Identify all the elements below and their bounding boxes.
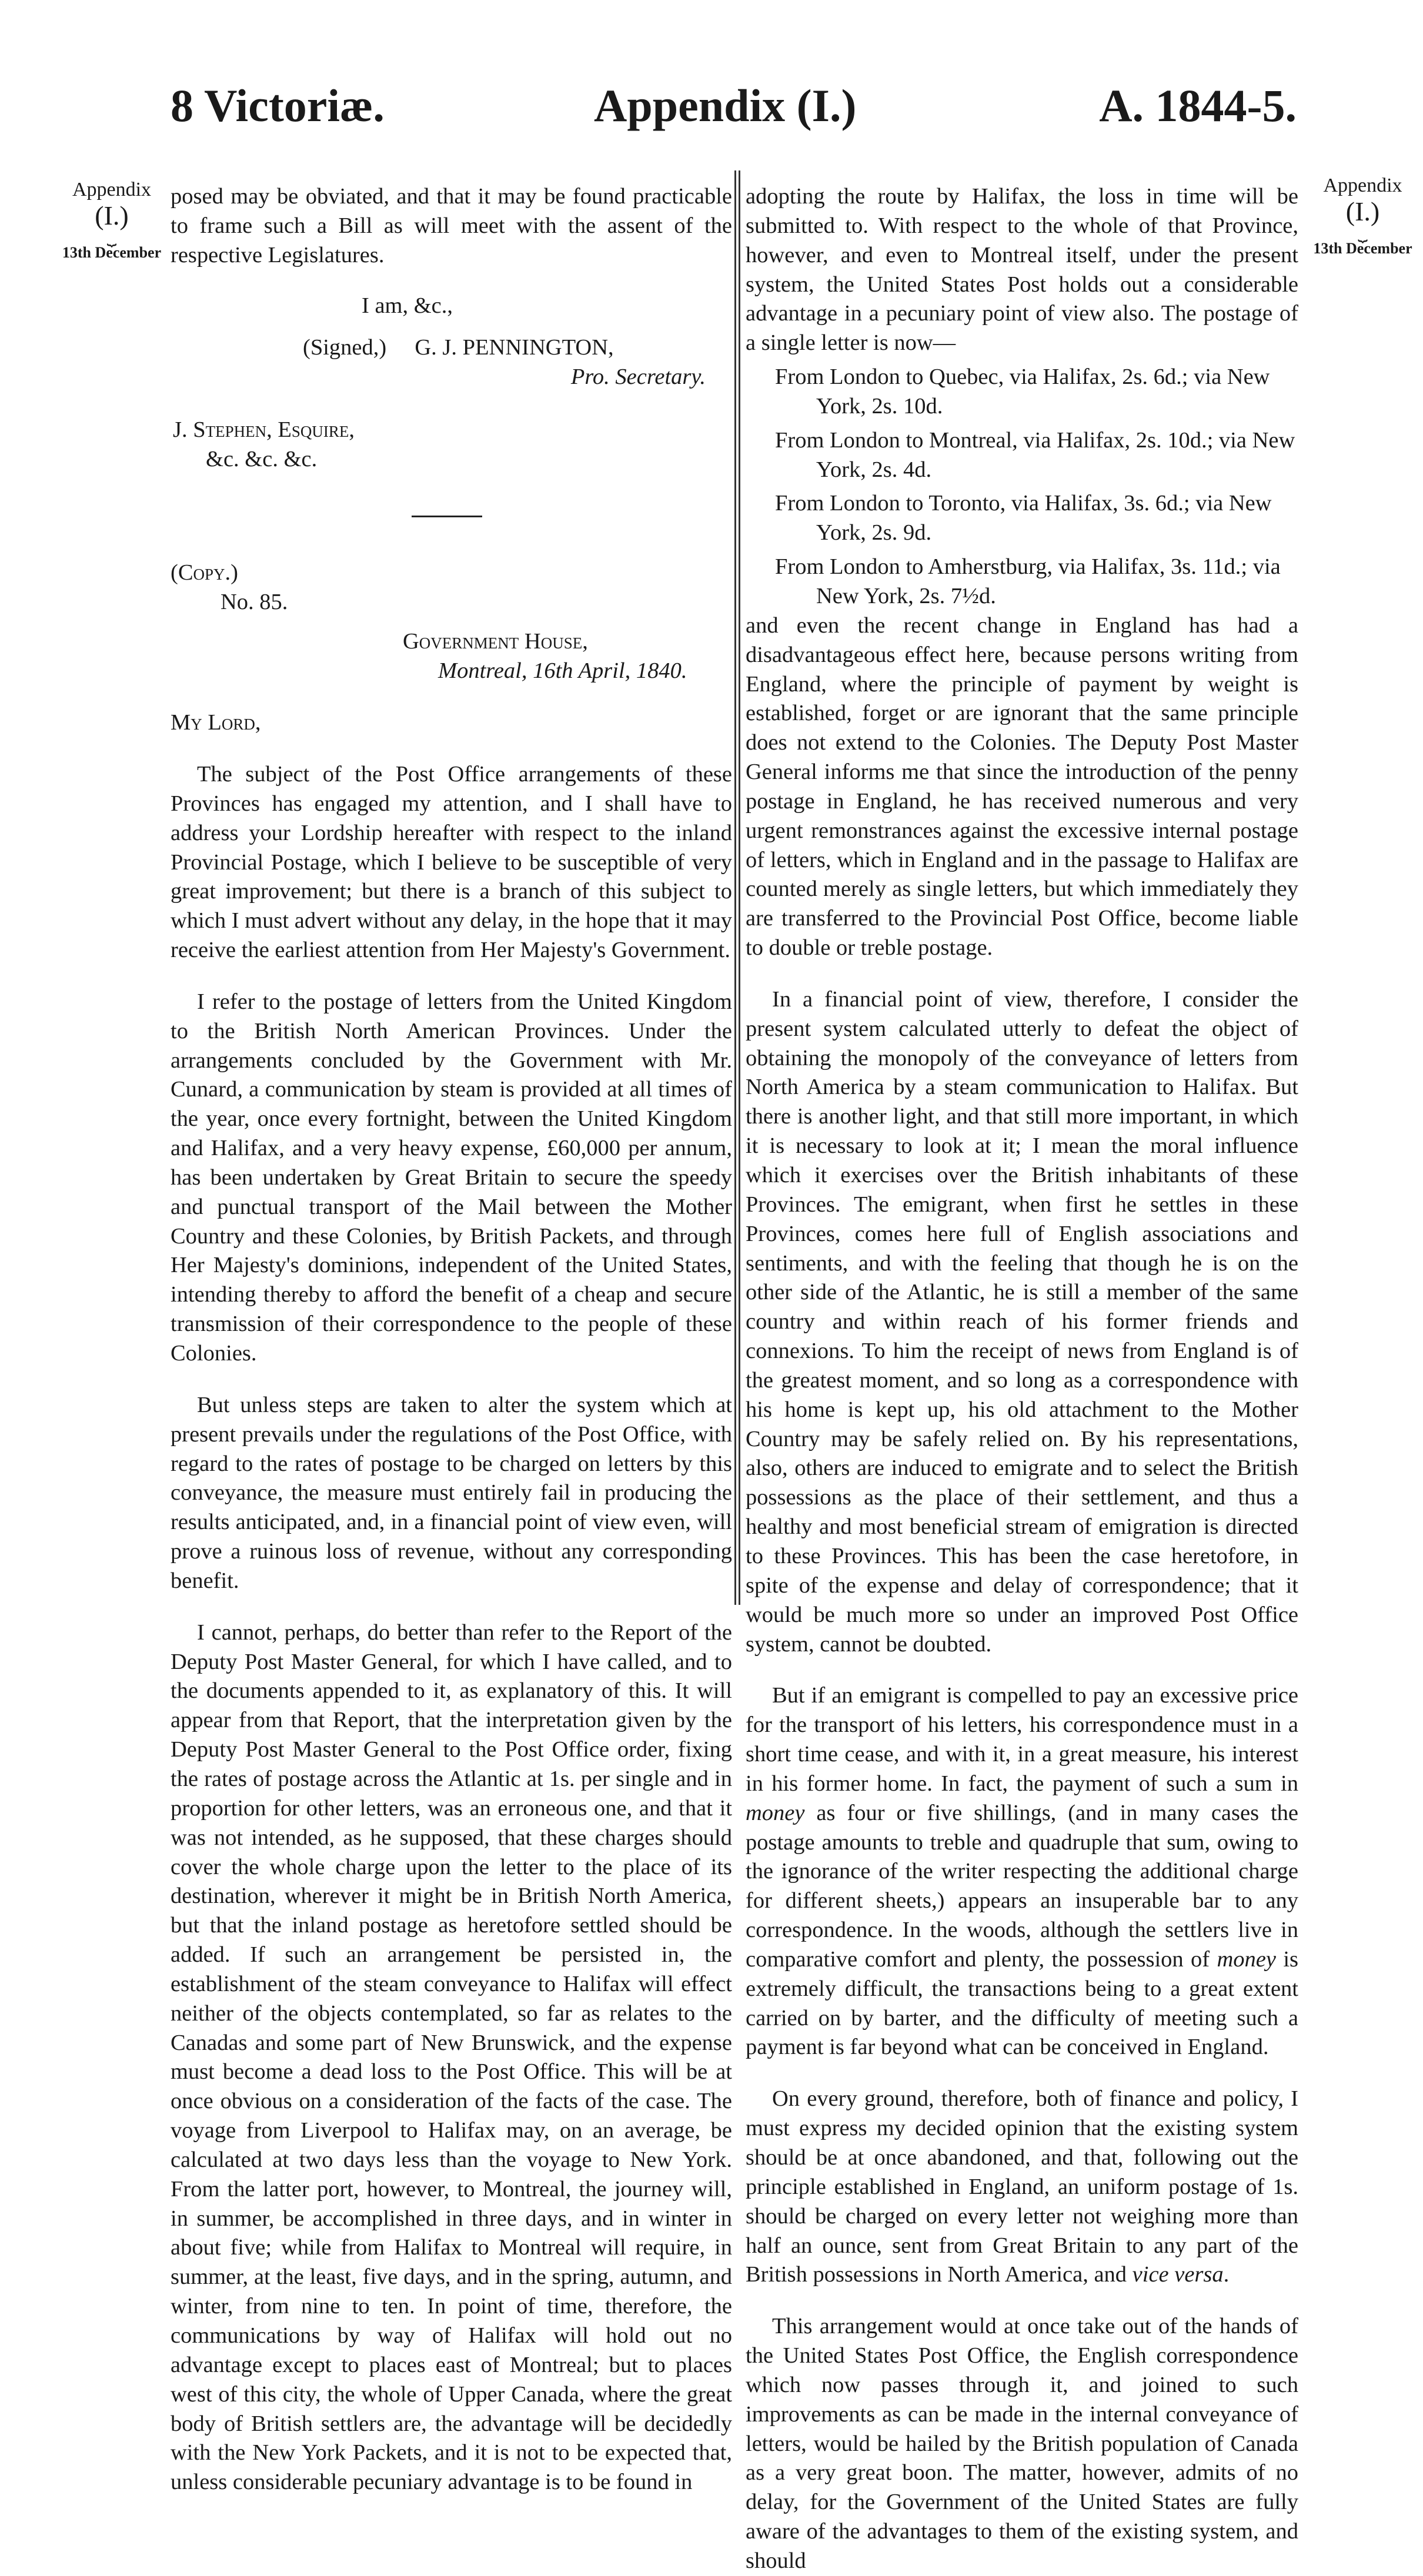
paragraph: This arrangement would at once take out of the hands of the United States Post Office, the English correspondence which now passes through it, and joined to such improvements as can be made in the internal conveyance of letters, would be hailed by the British population of Canada as a very great boon. The matter, however, admits of no delay, for the Government of the United States are fully aware of the advantages to them of the existing system, and should	[746, 2314, 1298, 2573]
header-session: 8 Victoriæ.	[171, 80, 385, 131]
right-column	[746, 182, 1298, 2576]
postage-rate: From London to Amherstburg, via Halifax, 3s. 11d.; via New York, 2s. 7½d.	[775, 554, 1281, 608]
text-run: .	[1223, 2262, 1230, 2287]
page-header	[171, 79, 1297, 150]
addressee-etc: &c. &c. &c.	[206, 446, 318, 471]
paragraph	[746, 2085, 1298, 2290]
text-run: is extremely difficult, the transactions being to a great extent carried on by barter, and the difficulty of meeting such a payment is far beyond what can be conceived in England.	[746, 1946, 1298, 2060]
margin-appendix-label: Appendix	[72, 179, 152, 200]
emphasis: money	[746, 1800, 805, 1825]
addressee: J. Stephen, Esquire,	[173, 417, 355, 443]
paragraph: I cannot, perhaps, do better than refer to the Report of the Deputy Post Master General, for which I have called, and to the documents appended to it, as explanatory of this. It will appear from that Report, that the interpretation given by the Deputy Post Master General to the Post Office order, fixing the rates of postage across the Atlantic at 1s. per single and in proportion for other letters, was an erroneous one, and that it was not intended, as he supposed, that these charges should cover the whole charge upon the letter to the place of its destination, wherever it might be in British North America, but that the inland postage as heretofore settled should be added. If such an arrangement be persisted in, the establishment of the steam conveyance to Halifax will effect neither of the objects contemplated, so far as relates to the Canadas and some part of New Brunswick, and the expense must become a dead loss to the Post Office. This will be at once obvious on a consideration of the facts of the case. The voyage from Liverpool to Halifax may, on an average, be calculated at two days less than the voyage to New York. From the latter port, however, to Montreal, the journey will, in summer, be accomplished in three days, and in winter in about five; while from Halifax to Montreal will require, in summer, at the least, five days, and in the spring, autumn, and winter, from nine to ten. In point of time, therefore, the communications by way of Halifax will hold out no advantage except to places east of Montreal; but to places west of this city, the whole of Upper Canada, where the great body of British settlers are, the advantage will be decidedly with the New York Packets, and it is not to be expected that, unless considerable pecuniary advantage is to be found in	[171, 1620, 732, 2495]
paragraph: In a financial point of view, therefore, I consider the present system calculated utterly to defeat the object of obtaining the monopoly of the conveyance of letters from North America by a steam communication to Halifax. But there is another light, and that still more important, in which it is necessary to look at it; I mean the moral influence which it exercises over the British inhabitants of these Provinces. The emigrant, when first he settles in these Provinces, comes here full of English associations and sentiments, and with the feeling that though he is on the other side of the Atlantic, he is still a member of the same country and within reach of his former friends and connexions. To him the receipt of news from England is of the greatest moment, and so long as a correspondence with his home is kept up, his old attachment to the Mother Country may be safely relied on. By his representations, also, others are induced to emigrate and to select the British possessions as the place of their settlement, and thus a healthy and most beneficial stream of emigration is directed to these Provinces. This has been the case heretofore, in spite of the expense and delay of correspondence; that it would be much more so under an improved Post Office system, cannot be doubted.	[746, 986, 1298, 1657]
margin-note-right	[1300, 175, 1423, 256]
margin-note-left	[44, 179, 179, 260]
postage-rate: From London to Quebec, via Halifax, 2s. 6d.; via New York, 2s. 10d.	[775, 364, 1270, 419]
signer-name: G. J. PENNINGTON,	[415, 335, 614, 360]
postage-rate: From London to Montreal, via Halifax, 2s. 10d.; via New York, 2s. 4d.	[775, 427, 1295, 482]
header-year: A. 1844-5.	[1099, 80, 1297, 131]
letter-date: Montreal, 16th April, 1840.	[438, 658, 687, 684]
margin-brace: ⏟	[106, 228, 117, 246]
margin-date: 13th December	[1313, 240, 1412, 257]
emphasis: vice versa	[1132, 2262, 1224, 2287]
letter-signature	[171, 333, 732, 363]
margin-brace: ⏟	[1358, 223, 1368, 242]
paragraph: But unless steps are taken to alter the system which at present prevails under the regulations of the Post Office, with regard to the rates of postage to be charged on letters by this conveyance, the measure must entirely fail in producing the results anticipated, and, in a financial point of view even, will prove a ruinous loss of revenue, without any corresponding benefit.	[171, 1392, 732, 1593]
signed-label: (Signed,)	[303, 335, 387, 360]
column-rule	[734, 170, 736, 1605]
despatch-number: No. 85.	[221, 589, 288, 614]
text-run: as four or five shillings, (and in many cases the postage amounts to treble and quadruple that sum, owing to the ignorance of the writer respecting the additional charge for different sheets,) appears an insuperable bar to any correspondence. In the woods, although the settlers live in comparative comfort and plenty, the possession of	[746, 1800, 1298, 1972]
postage-rate: From London to Toronto, via Halifax, 3s. 6d.; via New York, 2s. 9d.	[775, 491, 1272, 546]
column-rule	[739, 170, 740, 1605]
paragraph: adopting the route by Halifax, the loss in time will be submitted to. With respect to the whole of that Province, however, and even to Montreal itself, under the present system, the United States Post holds out a considerable advantage in a pecuniary point of view also. The postage of a single letter is now—	[746, 184, 1298, 356]
letter-place: Government House,	[403, 629, 588, 654]
margin-date: 13th December	[62, 244, 162, 262]
margin-appendix-number: (I.)	[1345, 196, 1380, 226]
letter-closing: I am, &c.,	[362, 293, 453, 318]
margin-appendix-label: Appendix	[1323, 175, 1402, 196]
margin-appendix-number: (I.)	[95, 200, 129, 230]
text-run: But if an emigrant is compelled to pay an excessive price for the transport of his letters, his correspondence must in a short time cease, and with it, in a great measure, his interest in his former home. In fact, the payment of such a sum in	[746, 1683, 1298, 1796]
paragraph	[746, 1681, 1298, 2062]
copy-label: (Copy.)	[171, 560, 238, 585]
header-appendix: Appendix (I.)	[594, 80, 857, 131]
signer-title: Pro. Secretary.	[570, 364, 706, 390]
emphasis: money	[1217, 1946, 1276, 1972]
text-run: On every ground, therefore, both of finance and policy, I must express my decided opinion that the existing system should be at once abandoned, and that, following out the principle established in England, an uniform postage of 1s. should be charged on every letter not weighing more than half an ounce, sent from Great Britain to any part of the British possessions in North America, and	[746, 2086, 1298, 2287]
paragraph: The subject of the Post Office arrangements of these Provinces has engaged my attention, and I shall have to address your Lordship hereafter with respect to the inland Provincial Postage, which I believe to be susceptible of very great improvement; but there is a branch of this subject to which I must advert without any delay, in the hope that it may receive the earliest attention from Her Majesty's Government.	[171, 761, 732, 963]
salutation: My Lord,	[171, 710, 261, 735]
left-column	[171, 182, 732, 2497]
paragraph: posed may be obviated, and that it may be found practicable to frame such a Bill as will meet with the assent of the respective Legislatures.	[171, 184, 732, 267]
paragraph: I refer to the postage of letters from the United Kingdom to the British North American Provinces. Under the arrangements concluded by the Government with Mr. Cunard, a communication by steam is provided at all times of the year, once every fortnight, between the United Kingdom and Halifax, and a very heavy expense, £60,000 per annum, has been undertaken by Great Britain to secure the speedy and punctual transport of the Mail between the Mother Country and these Colonies, by British Packets, and through Her Majesty's dominions, independent of the United States, intending thereby to afford the benefit of a cheap and secure transmission of their correspondence to the people of these Colonies.	[171, 989, 732, 1366]
paragraph: and even the recent change in England has had a disadvantageous effect here, because persons writing from England, where the principle of payment by weight is established, forget or are ignorant that the same principle does not extend to the Colonies. The Deputy Post Master General informs me that since the introduction of the penny postage in England, he has received numerous and very urgent remonstrances against the excessive internal postage of letters, which in England and in the passage to Halifax are counted merely as single letters, but which immediately they are transferred to the Provincial Post Office, become liable to double or treble postage.	[746, 613, 1298, 961]
section-divider	[412, 516, 482, 517]
